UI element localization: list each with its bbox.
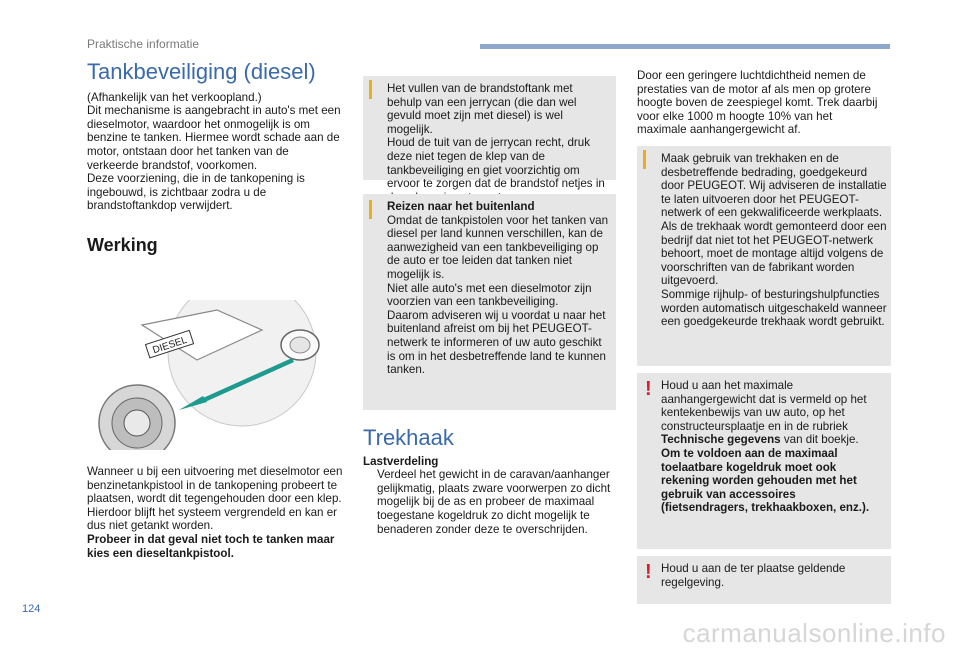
bullet-icon xyxy=(363,468,377,536)
warning-gewicht-part-2: van dit boekje. xyxy=(780,433,859,447)
note-buitenland-line-2: Niet alle auto's met een dieselmotor zijn voorzien van een tankbeveiliging. xyxy=(387,281,592,309)
page-title: Tankbeveiliging (diesel) xyxy=(87,59,316,84)
intro-line-3: Deze voorziening, die in de tankopening is ingebouwd, is zichtbaar zodra u de brandstoftankdop verwijdert. xyxy=(87,172,305,213)
info-marker xyxy=(369,80,372,99)
note-buitenland-text xyxy=(387,200,610,377)
warning-gewicht-bold-1: Technische gegevens xyxy=(661,433,781,447)
note-jerrycan-text xyxy=(387,82,610,204)
warning-icon: ! xyxy=(645,378,652,400)
intro-line-2: Dit mechanisme is aangebracht in auto's met een dieselmotor, waardoor het onmogelijk is om benzine te tanken. Hiermee wordt schade aan de motor, ontstaan door het tanken van de verkeerde brandstof, voorkomen. xyxy=(87,104,341,172)
note-trekhaken-line-2: Als de trekhaak wordt gemonteerd door een bedrijf dat niet tot het PEUGEOT-netwerk behoort, moet de montage altijd volgens de voorschriften van de fabrikant worden uitgevoerd. xyxy=(661,219,887,288)
note-trekhaken-text xyxy=(661,152,889,329)
warning-box-gewicht xyxy=(637,373,891,549)
info-marker xyxy=(369,200,372,219)
note-buitenland-title: Reizen naar het buitenland xyxy=(387,200,535,213)
fuel-filler-illustration xyxy=(87,300,342,450)
note-buitenland-line-3: Daarom adviseren wij u voordat u naar het buitenland afreist om bij het PEUGEOT-netwerk te informeren of uw auto geschikt is om in het desbetreffende land te kunnen tanken. xyxy=(387,308,606,377)
intro-line-1: (Afhankelijk van het verkoopland.) xyxy=(87,90,262,104)
watermark: carmanualsonline.info xyxy=(682,618,946,648)
note-box-trekhaken xyxy=(637,146,891,366)
warning-gewicht-part-1: Houd u aan het maximale aanhangergewicht dat is vermeld op het kentekenbewijs van uw auto, op het constructeursplaatje en in de rubriek xyxy=(661,379,867,433)
section-heading-werking: Werking xyxy=(87,234,158,255)
lastverdeling-title: Lastverdeling xyxy=(363,454,439,468)
svg-text:DIESEL: DIESEL xyxy=(151,334,189,357)
werking-bold-warning: Probeer in dat geval niet toch te tanken maar kies een dieseltankpistool. xyxy=(87,532,335,560)
trekhaak-title: Trekhaak xyxy=(363,425,454,450)
note-buitenland-line-1: Omdat de tankpistolen voor het tanken van diesel per land kunnen verschillen, kan de aanwezigheid van een tankbeveiliging op de auto er toe leiden dat tanken niet mogelijk is. xyxy=(387,213,609,281)
note-trekhaken-line-3: Sommige rijhulp- of besturingshulpfuncties worden automatisch uitgeschakeld wanneer een goedgekeurde trekhaak wordt gebruikt. xyxy=(661,287,887,329)
note-box-buitenland xyxy=(363,194,616,410)
trekhaak-section xyxy=(363,425,618,536)
note-jerrycan-line-1: Het vullen van de brandstoftank met behulp van een jerrycan (die dan wel gevuld moet zijn met diesel) is wel mogelijk. xyxy=(387,82,577,136)
note-box-jerrycan xyxy=(363,76,616,191)
warning-gewicht-bold-2: Om te voldoen aan de maximaal toelaatbare kogeldruk moet ook rekening worden gehouden met het gebruik van accessoires (fietsendragers, trekhaakboxen, enz.). xyxy=(661,446,870,515)
note-jerrycan-line-2: Houd de tuit van de jerrycan recht, druk deze niet tegen de klep van de tankbeveiliging en giet voorzichtig om ervoor te zorgen dat de brandstof netjes in xyxy=(387,136,605,191)
list-item xyxy=(363,468,618,536)
warning-gewicht-text xyxy=(661,379,885,515)
page-number: 124 xyxy=(22,603,41,615)
werking-paragraph: Wanneer u bij een uitvoering met dieselmotor een benzinetankpistool in de tankopening probeert te plaatsen, wordt dit tegengehouden door een klep. Hierdoor blijft het systeem vergrendeld en kan er dus niet getankt worden. xyxy=(87,465,343,533)
note-trekhaken-line-1: Maak gebruik van trekhaken en de desbetreffende bedrading, goedgekeurd door PEUGEOT. Wij adviseren de installatie te laten uitvoeren door het PEUGEOT-netwerk of een gekwalificeerde werkplaats. xyxy=(661,152,887,220)
column-1 xyxy=(87,59,342,255)
info-marker xyxy=(643,150,646,169)
bullet-text: Verdeel het gewicht in de caravan/aanhanger gelijkmatig, plaats zware voorwerpen zo dicht mogelijk bij de as en probeer de maximaal toegestane kogeldruk zo dicht mogelijk te benaderen zonder deze te overschrijden. xyxy=(377,468,611,536)
header-bar xyxy=(480,44,890,49)
werking-text xyxy=(87,465,347,560)
warning-regelgeving-text: Houd u aan de ter plaatse geldende regelgeving. xyxy=(661,562,846,589)
warning-box-regelgeving xyxy=(637,556,891,604)
section-header: Praktische informatie xyxy=(87,37,200,51)
altitude-text: Door een geringere luchtdichtheid nemen de prestaties van de motor af als men op grotere hoogte boven de zeespiegel komt. Trek daarbij voor elke 1000 m hoogte 10% van het maximale aanhangergewicht af. xyxy=(637,69,878,137)
warning-icon: ! xyxy=(645,561,652,583)
intro-text xyxy=(87,91,342,213)
